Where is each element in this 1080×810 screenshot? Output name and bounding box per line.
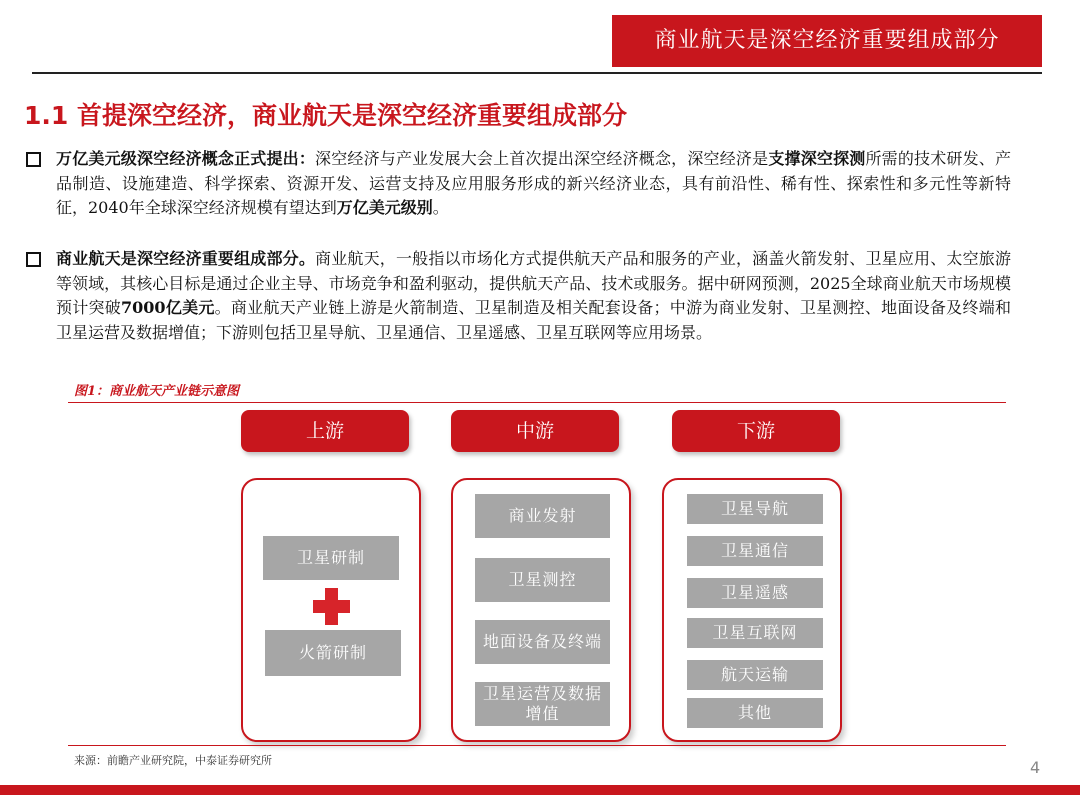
bullet-deep-space-economy [26, 147, 1011, 221]
bullet-emphasis: 支撑深空探测 [768, 149, 866, 168]
bullet-lead: 商业航天是深空经济重要组成部分。 [56, 249, 316, 268]
bullet-emphasis: 万亿美元级别 [336, 198, 433, 217]
source-note: 来源：前瞻产业研究院，中泰证券研究所 [68, 745, 1006, 768]
page-title: 1.1 首提深空经济，商业航天是深空经济重要组成部分 [24, 101, 627, 130]
bullet-commercial-space [26, 247, 1011, 345]
downstream-item: 卫星遥感 [687, 578, 823, 608]
downstream-item: 其他 [687, 698, 823, 728]
midstream-item: 商业发射 [475, 494, 610, 538]
bullet-emphasis: 7000亿美元 [121, 298, 215, 317]
midstream-item: 地面设备及终端 [475, 620, 610, 664]
bullet-text: 。 [432, 198, 449, 217]
upstream-header: 上游 [241, 410, 409, 452]
header-tag: 商业航天是深空经济重要组成部分 [612, 15, 1042, 67]
upstream-item: 卫星研制 [263, 536, 399, 580]
midstream-header: 中游 [451, 410, 619, 452]
downstream-header: 下游 [672, 410, 840, 452]
downstream-item: 卫星导航 [687, 494, 823, 524]
header-divider [32, 72, 1042, 74]
checkbox-square-icon [26, 252, 41, 267]
bullet-text: 商业航天，一般指以市场化方式提供航天产品和服务的产业，涵盖火箭发射、卫星应用、太空旅游等领域，其核心目标是通过企业主导、市场竞争和盈利驱动，提供航天产品、技术或服务。据中研网预测，2025全球商业航天市场规模预计突破 [56, 249, 1011, 317]
bullet-lead: 万亿美元级深空经济概念正式提出： [56, 149, 316, 168]
downstream-item: 卫星互联网 [687, 618, 823, 648]
page-number: 4 [1030, 758, 1041, 777]
upstream-item: 火箭研制 [265, 630, 401, 676]
checkbox-square-icon [26, 152, 41, 167]
downstream-item: 航天运输 [687, 660, 823, 690]
midstream-item: 卫星测控 [475, 558, 610, 602]
downstream-item: 卫星通信 [687, 536, 823, 566]
bottom-bar [0, 785, 1080, 795]
bullet-text: 深空经济与产业发展大会上首次提出深空经济概念，深空经济是 [315, 149, 769, 168]
midstream-item: 卫星运营及数据增值 [475, 682, 610, 726]
bullet-text: 。商业航天产业链上游是火箭制造、卫星制造及相关配套设备；中游为商业发射、卫星测控、地面设备及终端和卫星运营及数据增值；下游则包括卫星导航、卫星通信、卫星遥感、卫星互联网等应用场景。 [56, 298, 1011, 342]
bullet-text: 所需的技术研发、产品制造、设施建造、科学探索、资源开发、运营支持及应用服务形成的新兴经济业态，具有前沿性、稀有性、探索性和多元性等新特征，2040年全球深空经济规模有望达到 [56, 149, 1011, 217]
figure-caption: 图1：商业航天产业链示意图 [68, 381, 1006, 403]
plus-icon [313, 588, 350, 625]
